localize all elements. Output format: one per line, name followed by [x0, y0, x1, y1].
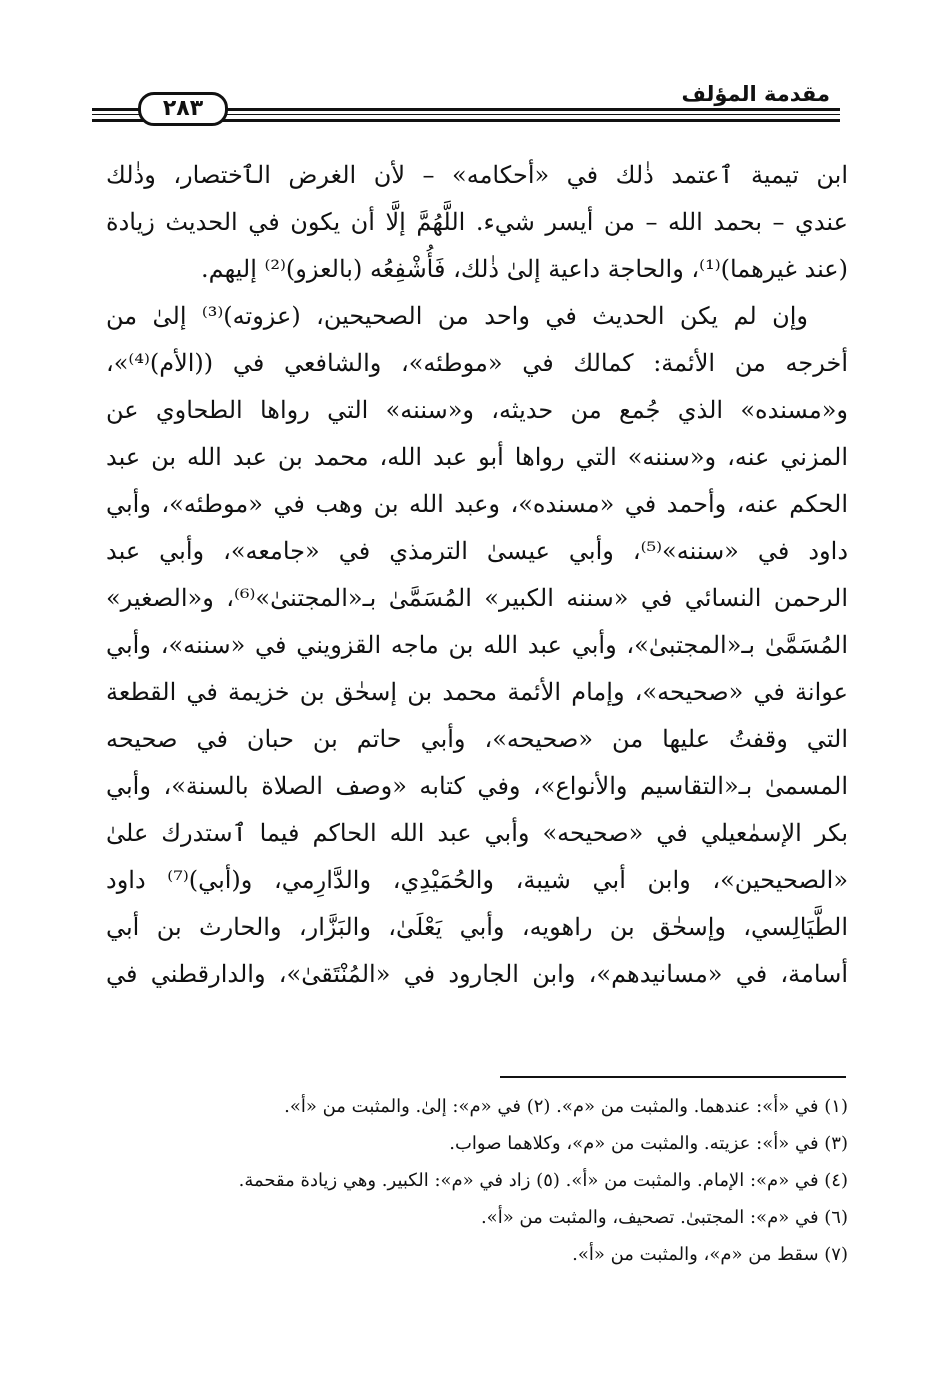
footnote: (٧) سقط من «م»، والمثبت من «أ». — [572, 1244, 848, 1265]
body-line: و«مسنده» الذي جُمع من حديثه، و«سننه» التي رواها الطحاوي عن — [106, 396, 848, 424]
body-line: الطَّيَالِسي، وإسحٰق بن راهويه، وأبي يَعْلَىٰ، والبَزَّار، والحارث بن أبي — [106, 913, 848, 941]
body-line: المُسَمَّىٰ بـ«المجتبىٰ»، وأبي عبد الله بن ماجه القزويني في «سننه»، وأبي — [106, 631, 848, 659]
page-header — [92, 78, 840, 128]
footnote: (١) في «أ»: عندهما. والمثبت من «م». (٢) في «م»: إلىٰ. والمثبت من «أ». — [284, 1096, 848, 1117]
footnote: (٣) في «أ»: عزيته. والمثبت من «م»، وكلاهما صواب. — [449, 1133, 848, 1154]
body-text — [106, 152, 848, 998]
body-line: عندي – بحمد الله – من أيسر شيء. اللَّهُمَّ إلَّا أن يكون في الحديث زيادة — [106, 208, 848, 236]
footnote: (٤) في «م»: الإمام. والمثبت من «أ». (٥) زاد في «م»: الكبير. وهي زيادة مقحمة. — [238, 1170, 848, 1191]
body-line: وإن لم يكن الحديث في واحد من الصحيحين، (عزوته)⁽³⁾ إلىٰ من — [106, 302, 808, 330]
body-line: بكر الإسمٰعيلي في «صحيحه» وأبي عبد الله الحاكم فيما ٱستدرك علىٰ — [106, 819, 848, 847]
body-line: المسمىٰ بـ«التقاسيم والأنواع»، وفي كتابه «وصف الصلاة بالسنة»، وأبي — [106, 772, 848, 800]
header-title: مقدمة المؤلف — [681, 82, 830, 106]
body-line: الرحمن النسائي في «سننه الكبير» المُسَمَّىٰ بـ«المجتنىٰ»⁽⁶⁾، و«الصغير» — [106, 584, 848, 612]
body-line: أخرجه من الأئمة: كمالك في «موطئه»، والشافعي في ((الأم)⁽⁴⁾»، — [106, 349, 848, 377]
body-line: عوانة في «صحيحه»، وإمام الأئمة محمد بن إسحٰق بن خزيمة في القطعة — [106, 678, 848, 706]
body-line: أسامة، في «مسانيدهم»، وابن الجارود في «المُنْتَقىٰ»، والدارقطني في — [106, 960, 848, 988]
footnote: (٦) في «م»: المجتبىٰ. تصحيف، والمثبت من «أ». — [480, 1207, 848, 1228]
footnotes — [106, 1088, 848, 1273]
page-number: ٢٨٣ — [138, 92, 228, 126]
body-line: التي وقفتُ عليها من «صحيحه»، وأبي حاتم بن حبان في صحيحه — [106, 725, 848, 753]
body-line: الحكم عنه، وأحمد في «مسنده»، وعبد الله بن وهب في «موطئه»، وأبي — [106, 490, 848, 518]
body-line: المزني عنه، و«سننه» التي رواها أبو عبد الله، محمد بن عبد الله بن عبد — [106, 443, 848, 471]
body-line: (عند غيرهما)⁽¹⁾، والحاجة داعية إلىٰ ذٰلك، فَأُشْفِعُه (بالعزو)⁽²⁾ إليهم. — [200, 255, 848, 283]
body-line: داود في «سننه»⁽⁵⁾، وأبي عيسىٰ الترمذي في «جامعه»، وأبي عبد — [106, 537, 849, 565]
footnote-separator — [500, 1076, 846, 1078]
body-line: ابن تيمية ٱعتمد ذٰلك في «أحكامه» – لأن الغرض الٱختصار، وذٰلك — [106, 161, 848, 189]
body-line: «الصحيحين»، وابن أبي شيبة، والحُمَيْدِي، والدَّارِمي، و(أبي)⁽⁷⁾ داود — [106, 866, 849, 894]
